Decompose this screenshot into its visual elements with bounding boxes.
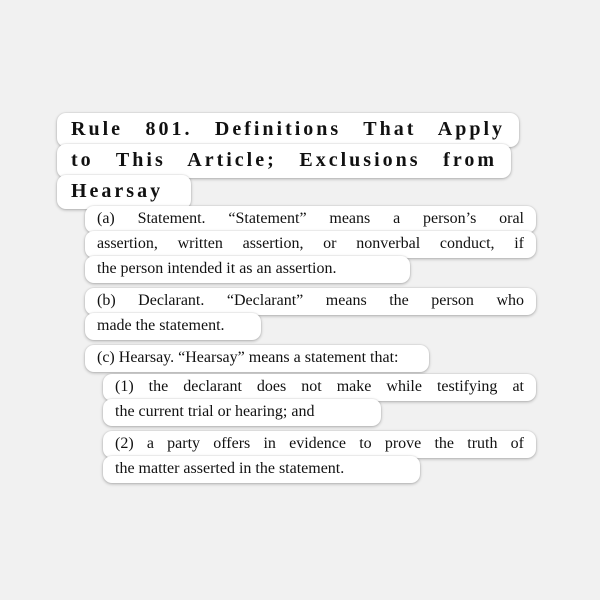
body-line-c1-1a: (1) the declarant does not make while testifying at — [103, 374, 536, 401]
title-line-2: to This Article; Exclusions from — [57, 144, 511, 178]
body-line-c1-2b: the matter asserted in the statement. — [103, 456, 420, 483]
body-line-a1: (a) Statement. “Statement” means a person’s oral — [85, 206, 536, 233]
body-line-b2: made the statement. — [85, 313, 261, 340]
body-line-c1: (c) Hearsay. “Hearsay” means a statement that: — [85, 345, 429, 372]
body-line-b1: (b) Declarant. “Declarant” means the person who — [85, 288, 536, 315]
body-line-a3: the person intended it as an assertion. — [85, 256, 410, 283]
title-line-1: Rule 801. Definitions That Apply — [57, 113, 519, 147]
title-line-3: Hearsay — [57, 175, 191, 209]
body-line-c1-1b: the current trial or hearing; and — [103, 399, 381, 426]
body-line-c1-2a: (2) a party offers in evidence to prove the truth of — [103, 431, 536, 458]
body-line-a2: assertion, written assertion, or nonverbal conduct, if — [85, 231, 536, 258]
